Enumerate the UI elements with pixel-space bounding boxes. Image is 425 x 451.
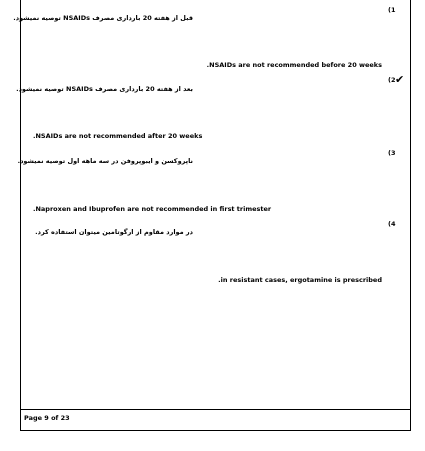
option-3-persian-text: ناپروکسن و ایبوپروفن در سه ماهه اول توصیه نمیشود.: [17, 157, 193, 165]
option-4-number: (4: [388, 220, 396, 228]
page-number: Page 9 of 23: [24, 414, 70, 422]
option-1-number: (1: [388, 6, 396, 14]
option-2-number: (2: [388, 76, 396, 84]
option-4-persian-text: در موارد مقاوم از ارگوتامین میتوان استفاده کرد.: [35, 228, 193, 236]
option-3-number: (3: [388, 149, 396, 157]
option-2-persian-text: بعد از هفته 20 بارداری مصرف NSAIDs توصیه نمیشود.: [16, 85, 193, 93]
option-4-english-text: in resistant cases, ergotamine is prescribed.: [218, 276, 382, 284]
footer-divider: [20, 409, 411, 410]
option-3-english-text: Naproxen and Ibuprofen are not recommended in first trimester.: [33, 205, 272, 213]
option-1-persian-text: قبل از هفته 20 بارداری مصرف NSAIDs توصیه نمیشود.: [13, 14, 193, 22]
option-1-english-text: NSAIDs are not recommended before 20 weeks.: [206, 61, 382, 69]
checkmark-icon: ✔: [395, 73, 405, 86]
option-2-english-text: NSAIDs are not recommended after 20 weeks.: [33, 132, 203, 140]
